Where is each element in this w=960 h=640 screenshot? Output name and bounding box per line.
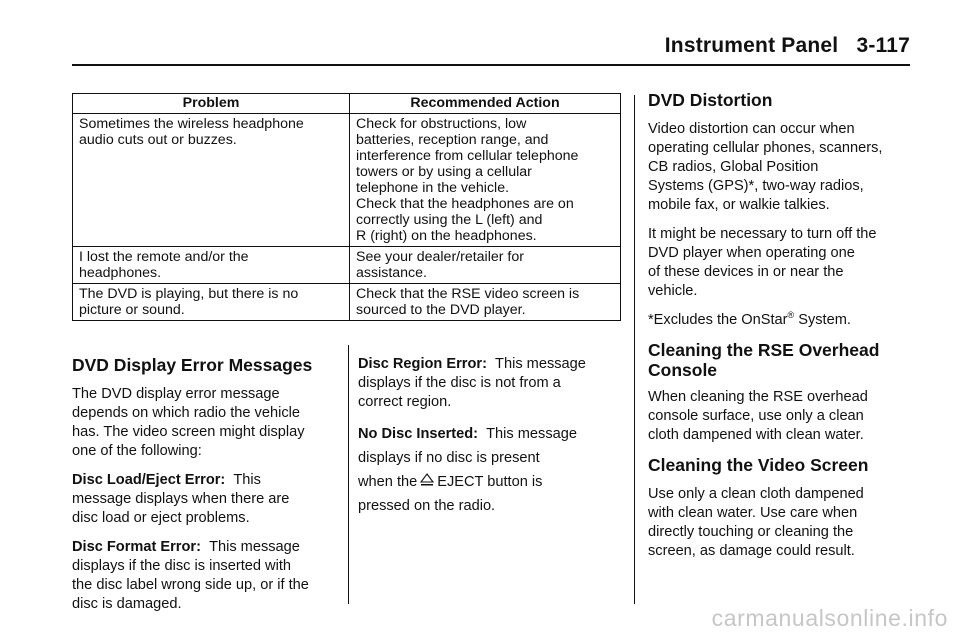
onstar-footnote <box>648 311 916 330</box>
problem-line: headphones. <box>79 265 162 281</box>
distortion-paragraph <box>648 120 916 215</box>
term-disc-load-error: Disc Load/Eject Error: <box>72 472 226 488</box>
problem-cell <box>73 284 350 321</box>
text-line: EJECT button is <box>437 474 543 490</box>
text-line: of these devices in or near the <box>648 264 844 280</box>
text-line: It might be necessary to turn off the <box>648 226 877 242</box>
action-line: telephone in the vehicle. <box>356 180 510 196</box>
text-line: displays if the disc is not from a <box>358 375 561 391</box>
term-no-disc-inserted: No Disc Inserted: <box>358 426 479 442</box>
text-line: has. The video screen might display <box>72 424 305 440</box>
problem-cell <box>73 247 350 284</box>
text-line: CB radios, Global Position <box>648 159 819 175</box>
action-line: towers or by using a cellular <box>356 164 532 180</box>
heading-line: Cleaning the RSE Overhead <box>648 340 880 360</box>
text-line: The DVD display error message <box>72 386 280 402</box>
action-line: See your dealer/retailer for <box>356 249 524 265</box>
eject-icon <box>420 473 434 487</box>
text-line: This message <box>209 539 300 555</box>
action-line: Check that the RSE video screen is <box>356 286 580 302</box>
table-row <box>73 284 621 321</box>
text-line: disc is damaged. <box>72 596 182 612</box>
text-line: This <box>233 472 261 488</box>
right-column <box>648 90 916 571</box>
page-title: Instrument Panel 3-117 <box>664 34 910 57</box>
text-line: cloth dampened with clean water. <box>648 427 864 443</box>
text-line: Use only a clean cloth dampened <box>648 486 864 502</box>
registered-mark: ® <box>787 310 795 320</box>
watermark: carmanualsonline.info <box>711 605 948 631</box>
column-divider <box>348 345 349 604</box>
term-disc-format-error: Disc Format Error: <box>72 539 201 555</box>
cleaning-console-paragraph <box>648 388 916 445</box>
column-header-action: Recommended Action <box>350 94 621 114</box>
text-line: displays if the disc is inserted with <box>72 558 291 574</box>
text-line: message displays when there are <box>72 491 290 507</box>
text-line: This message <box>495 356 586 372</box>
text-line: screen, as damage could result. <box>648 543 855 559</box>
text-line: when the <box>358 474 418 490</box>
problem-line: picture or sound. <box>79 302 185 318</box>
text-line: This message <box>486 426 577 442</box>
middle-column <box>358 355 628 528</box>
text-line: correct region. <box>358 394 452 410</box>
text-line: Video distortion can occur when <box>648 121 855 137</box>
text-line: vehicle. <box>648 283 698 299</box>
text-line: pressed on the radio. <box>358 498 496 514</box>
text-line: Systems (GPS)*, two-way radios, <box>648 178 864 194</box>
text-line: mobile fax, or walkie talkies. <box>648 197 830 213</box>
text-line: disc load or eject problems. <box>72 510 250 526</box>
text-line: displays if no disc is present <box>358 450 540 466</box>
action-line: Check for obstructions, low <box>356 116 527 132</box>
action-line: assistance. <box>356 265 427 281</box>
text-line: *Excludes the OnStar <box>648 312 788 328</box>
column-divider <box>634 95 635 604</box>
action-cell <box>350 284 621 321</box>
text-line: When cleaning the RSE overhead <box>648 389 868 405</box>
text-line: DVD player when operating one <box>648 245 855 261</box>
action-line: Check that the headphones are on <box>356 196 574 212</box>
column-header-problem: Problem <box>73 94 350 114</box>
disc-format-error-paragraph <box>72 538 344 614</box>
text-line: operating cellular phones, scanners, <box>648 140 883 156</box>
table-row <box>73 114 621 247</box>
term-disc-region-error: Disc Region Error: <box>358 356 487 372</box>
table-header-row <box>73 94 621 114</box>
cleaning-screen-paragraph <box>648 485 916 561</box>
action-line: R (right) on the headphones. <box>356 228 537 244</box>
text-line: one of the following: <box>72 443 202 459</box>
text-line: with clean water. Use care when <box>648 505 858 521</box>
table-row <box>73 247 621 284</box>
text-line: console surface, use only a clean <box>648 408 864 424</box>
heading-line: Console <box>648 360 718 380</box>
section-heading-dvd-distortion: DVD Distortion <box>648 90 773 110</box>
action-line: correctly using the L (left) and <box>356 212 543 228</box>
action-line: batteries, reception range, and <box>356 132 549 148</box>
section-heading-dvd-error: DVD Display Error Messages <box>72 355 313 375</box>
no-disc-inserted-paragraph <box>358 422 628 518</box>
problem-line: The DVD is playing, but there is no <box>79 286 299 302</box>
problem-line: Sometimes the wireless headphone <box>79 116 304 132</box>
text-line: System. <box>794 312 851 328</box>
action-line: sourced to the DVD player. <box>356 302 526 318</box>
section-heading-cleaning-console <box>648 340 916 380</box>
text-line: the disc label wrong side up, or if the <box>72 577 309 593</box>
text-line: directly touching or cleaning the <box>648 524 854 540</box>
page-header <box>72 30 910 66</box>
action-cell <box>350 114 621 247</box>
disc-region-error-paragraph <box>358 355 628 412</box>
problem-cell <box>73 114 350 247</box>
troubleshooting-table <box>72 93 621 321</box>
disc-load-error-paragraph <box>72 471 344 528</box>
turn-off-paragraph <box>648 225 916 301</box>
problem-line: audio cuts out or buzzes. <box>79 132 237 148</box>
left-column <box>72 355 344 624</box>
problem-line: I lost the remote and/or the <box>79 249 249 265</box>
intro-paragraph <box>72 385 344 461</box>
action-line: interference from cellular telephone <box>356 148 579 164</box>
section-heading-cleaning-screen: Cleaning the Video Screen <box>648 455 869 475</box>
action-cell <box>350 247 621 284</box>
text-line: depends on which radio the vehicle <box>72 405 300 421</box>
